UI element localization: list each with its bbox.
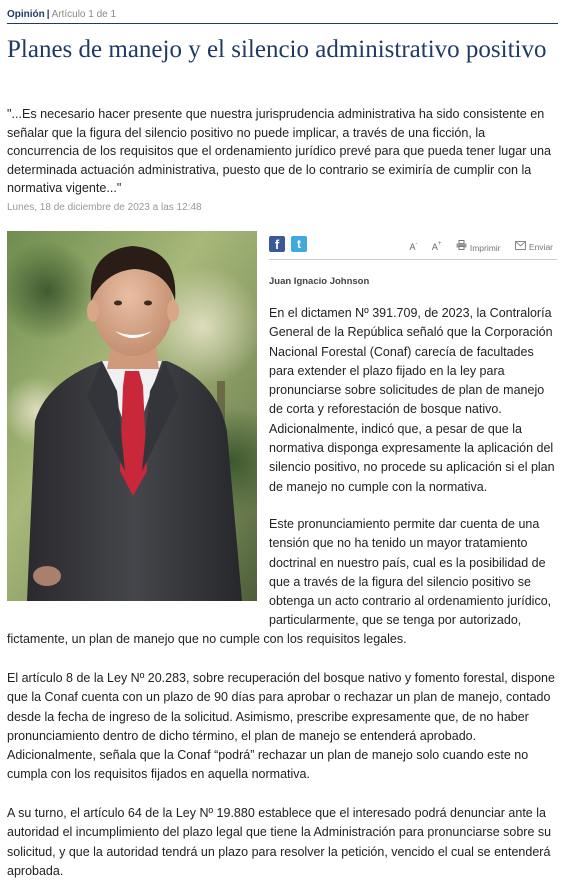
article-toolbar bbox=[269, 235, 557, 260]
article-paragraph-continuation: fictamente, un plan de manejo que no cumple con los requisitos legales. bbox=[7, 632, 407, 646]
article-title: Planes de manejo y el silencio administrativo positivo bbox=[7, 36, 547, 63]
article-paragraph: Este pronunciamiento permite dar cuenta de una tensión que no ha tenido un mayor tratamiento doctrinal en nuestro país, cual es la posibilidad de que a través de la figura del silencio positivo se obtenga un acto contrario al ordenamiento jurídico, particularmente, que se tenga por autorizado, bbox=[269, 517, 552, 628]
article-date: Lunes, 18 de diciembre de 2023 a las 12:48 bbox=[7, 202, 202, 213]
author-name: Juan Ignacio Johnson bbox=[269, 276, 370, 287]
section-link[interactable]: Opinión bbox=[7, 9, 45, 20]
breadcrumb-separator: | bbox=[46, 9, 50, 20]
author-portrait-image bbox=[7, 231, 257, 601]
font-decrease-mark: - bbox=[415, 241, 418, 248]
font-increase-mark: + bbox=[437, 241, 442, 248]
facebook-share-icon[interactable]: f bbox=[269, 236, 285, 252]
font-decrease-letter: A bbox=[409, 241, 416, 252]
twitter-share-icon[interactable]: t bbox=[291, 236, 307, 252]
send-label: Enviar bbox=[528, 242, 553, 253]
send-button[interactable] bbox=[515, 241, 553, 253]
printer-icon bbox=[456, 240, 467, 250]
print-button[interactable] bbox=[456, 240, 501, 253]
envelope-icon bbox=[515, 241, 526, 250]
article-counter: Artículo 1 de 1 bbox=[51, 9, 117, 20]
article-paragraph: El artículo 8 de la Ley Nº 20.283, sobre recuperación del bosque nativo y fomento forestal, dispone que la Conaf cuenta con un plazo de 90 días para aprobar o rechazar un plan de manejo, contado desde la fecha de ingreso de la solicitud. Asimismo, prescribe expresamente que, de no haber pronunciamiento dentro de dicho término, el plan de manejo se entenderá aprobado. Adicionalmente, señala que la Conaf “podrá” rechazar un plan de manejo solo cuando este no cumpla con los requisitos fijados en aquella normativa. bbox=[7, 671, 555, 782]
article-paragraph: A su turno, el artículo 64 de la Ley Nº 19.880 establece que el interesado podrá denunciar ante la autoridad el incumplimiento del plazo legal que tiene la Administración para pronunciarse sobre su solicitud, y que la autoridad tendrá un plazo para resolver la petición, vencido el cual se entenderá aprobada. bbox=[7, 806, 552, 878]
font-increase-button[interactable] bbox=[432, 241, 442, 252]
article-tools bbox=[410, 240, 553, 253]
font-increase-letter: A bbox=[431, 241, 438, 252]
breadcrumb bbox=[7, 9, 558, 24]
font-decrease-button[interactable] bbox=[410, 241, 418, 252]
print-label: Imprimir bbox=[469, 242, 501, 253]
article-lead: "...Es necesario hacer presente que nuestra jurisprudencia administrativa ha sido consistente en señalar que la figura del silencio positivo no puede implicar, a través de una ficción, la concurrencia de los requisitos que el ordenamiento jurídico prevé para que pueda tener lugar una determinada actuación administrativa, puesto que de lo contrario se eximiría de cumplir con la normativa vigente..." bbox=[7, 107, 551, 195]
article-paragraph: En el dictamen Nº 391.709, de 2023, la Contraloría General de la República señaló que la Corporación Nacional Forestal (Conaf) carecía de facultades para extender el plazo fijado en la ley para pronunciarse sobre solicitudes de plan de manejo de corta y reforestación de bosque nativo. Adicionalmente, indicó que, a pesar de que la normativa disponga expresamente la aplicación del silencio positivo, no procede su aplicación si el plan de manejo no cumple con la normativa. bbox=[269, 306, 555, 494]
author-photo bbox=[7, 231, 257, 601]
